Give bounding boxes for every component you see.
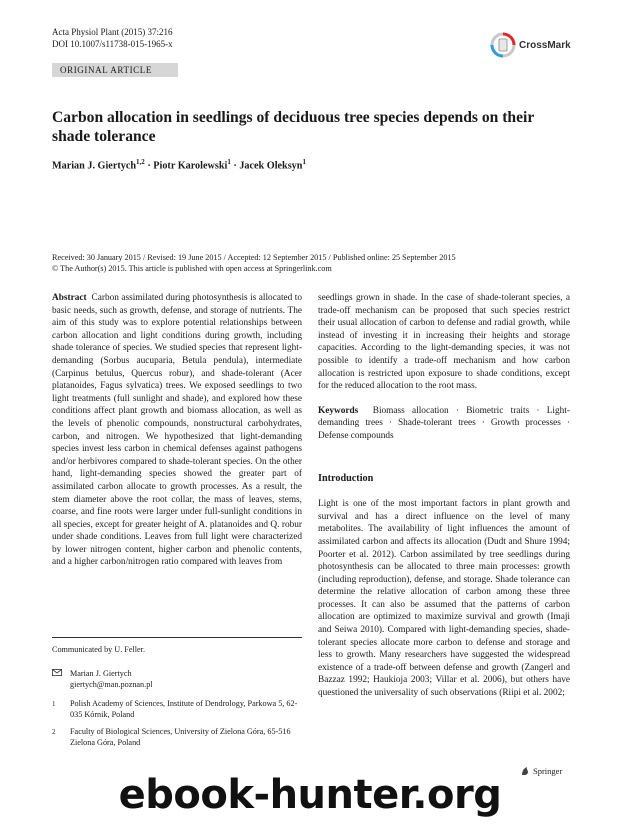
left-column [52, 292, 302, 569]
affiliation-2-text: Faculty of Biological Sciences, University of Zielona Góra, 65-516 Zielona Góra, Poland [70, 727, 291, 747]
journal-info [52, 26, 173, 50]
publication-history [52, 252, 572, 274]
copyright-notice: © The Author(s) 2015. This article is published with open access at Springerlink.com [52, 264, 332, 273]
author-3[interactable]: Jacek Oleksyn [239, 160, 303, 172]
affiliation-1-text: Polish Academy of Sciences, Institute of Dendrology, Parkowa 5, 62-035 Kórnik, Poland [70, 699, 298, 719]
crossmark-icon [490, 32, 516, 58]
communicated-by: Communicated by U. Feller. [52, 645, 146, 654]
abstract-text: Carbon assimilated during photosynthesis is allocated to basic needs, such as growth, defense, and storage of nutrients. The aim of this study was to explore potential relationships between carbon allocation and light conditions during growth, including shade tolerance of species. We studied species that represent light-demanding (Sorbus aucuparia, Betula pendula), intermediate (Carpinus betulus, Quercus robur), and shade-tolerant (Acer platanoides, Fagus sylvatica) trees. We exposed seedlings to two light treatments (full sunlight and shade), and explored how these conditions affect plant growth and biomass allocation, as well as the levels of phenolic compounds, nonstructural carbohydrates, carbon, and nitrogen. We hypothesized that light-demanding species invest less carbon in chemical defenses against pathogens and/or herbivores compared to shade-tolerant species. On the other hand, light-demanding species showed the greater part of assimilated carbon allocate to growth processes. As a result, the stem diameter above the root collar, the mass of leaves, stems, coarse, and fine roots were larger under full-sunlight conditions in all species, except for greater height of A. platanoides and Q. robur under shade conditions. Leaves from full light were characterized by lower nitrogen content, higher carbon and phenolic contents, and a higher carbon/nitrogen ratio compared with leaves from [52, 293, 302, 568]
keywords-text: Biomass allocation · Biometric traits · Light-demanding trees · Shade-tolerant trees · Growth processes · Defense compounds [318, 405, 570, 441]
introduction-heading: Introduction [318, 472, 374, 484]
abstract-label: Abstract [52, 293, 87, 303]
crossmark-badge[interactable] [490, 32, 571, 58]
crossmark-label: CrossMark [519, 39, 571, 51]
author-1[interactable]: Marian J. Giertych [52, 160, 137, 172]
publisher-name: Springer [533, 766, 563, 776]
keywords-label: Keywords [318, 405, 359, 416]
keywords [318, 405, 570, 443]
history-dates: Received: 30 January 2015 / Revised: 19 June 2015 / Accepted: 12 September 2015 / Published online: 25 September 2015 [52, 253, 456, 262]
abstract-continued: seedlings grown in shade. In the case of shade-tolerant species, a trade-off mechanism can be proposed that such species restrict their usual allocation of carbon to defense and radial growth, while instead of investing it in increasing their heights and storage capacities. According to the light-demanding species, it was not possible to identify a trade-off mechanism and how carbon allocation is restricted upon exposure to shade conditions, except for the reduced allocation to the root mass. [318, 293, 570, 392]
affiliation-2-number: 2 [52, 728, 56, 736]
affiliation-2 [52, 727, 302, 748]
doi: DOI 10.1007/s11738-015-1965-x [52, 39, 173, 49]
abstract [52, 292, 302, 569]
journal-citation: Acta Physiol Plant (2015) 37:216 [52, 27, 173, 37]
author-2-affil: 1 [227, 158, 231, 166]
watermark: ebook-hunter.org [118, 772, 502, 818]
author-3-affil: 1 [302, 158, 306, 166]
corresponding-author [52, 669, 302, 690]
right-column [318, 292, 570, 700]
contact-name: Marian J. Giertych [70, 669, 132, 678]
footnote-divider [52, 637, 302, 638]
article-type-banner: ORIGINAL ARTICLE [52, 63, 178, 77]
introduction-text: Light is one of the most important factors in plant growth and survival and has a direct influence on the level of many metabolites. The availability of light influences the amount of assimilated carbon and affects its allocation (Dudt and Shure 1994; Poorter et al. 2012). Carbon assimilated by tree seedlings during photosynthesis can be allocated to three main processes: growth (including reproduction), defense, and storage. Shade tolerance can determine the relative allocation of carbon among these three processes. It can also be assumed that the patterns of carbon allocation are optimized to maximize survival and growth (Imaji and Seiwa 2010). Compared with light-demanding species, shade-tolerant species allocate more carbon to defense and storage and less to growth. Many researchers have suggested the widespread existence of a trade-off between defense and growth (Zangerl and Bazzaz 1992; Haukioja 2003; Villar et al. 2006), but others have questioned the universality of such observations (Riipi et al. 2002; [318, 499, 570, 699]
affiliation-1 [52, 699, 302, 720]
affiliation-1-number: 1 [52, 700, 56, 708]
author-2[interactable]: Piotr Karolewski [153, 160, 228, 172]
author-list: Marian J. Giertych$^{1,2}$ · Piotr Karolewski$^1$ · Jacek Oleksyn$^1$ [52, 158, 306, 172]
article-title: Carbon allocation in seedlings of deciduous tree species depends on their shade tolerance [52, 109, 534, 145]
author-1-affil: 1,2 [136, 158, 145, 166]
contact-email[interactable]: giertych@man.poznan.pl [70, 679, 153, 689]
envelope-icon [52, 669, 62, 680]
